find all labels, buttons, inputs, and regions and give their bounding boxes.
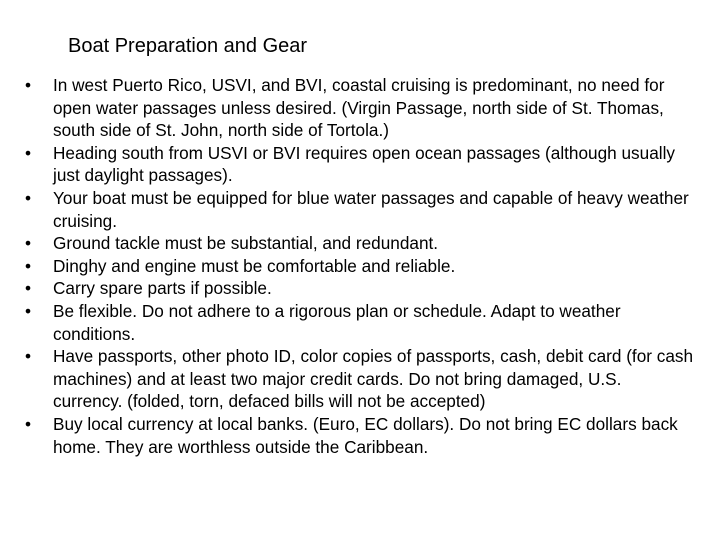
bullet-dot: • — [25, 142, 32, 163]
bullet-list — [25, 74, 695, 458]
bullet-dot: • — [25, 278, 32, 299]
bullet-dot: • — [25, 300, 32, 321]
bullet-text: Ground tackle must be substantial, and redundant. — [53, 233, 439, 254]
bullet-dot: • — [25, 233, 32, 254]
bullet-dot: • — [25, 75, 32, 95]
bullet-item — [25, 345, 695, 413]
bullet-text: Have passports, other photo ID, color copies of passports, cash, debit card (for cash machines) and at least two major credit cards. Do not bring damaged, U.S. currency. (folded, torn, defaced bills will not be accepted) — [53, 346, 694, 412]
bullet-item — [25, 232, 695, 255]
bullet-item — [25, 255, 695, 278]
slide-title: Boat Preparation and Gear — [68, 35, 308, 57]
bullet-text: Your boat must be equipped for blue water passages and capable of heavy weather cruising. — [53, 187, 689, 231]
bullet-text: Carry spare parts if possible. — [53, 278, 272, 299]
bullet-dot: • — [25, 413, 32, 434]
bullet-text: Dinghy and engine must be comfortable and reliable. — [53, 255, 456, 276]
bullet-item — [25, 300, 695, 345]
bullet-item — [25, 413, 695, 458]
bullet-text: In west Puerto Rico, USVI, and BVI, coastal cruising is predominant, no need for open water passages unless desired. (Virgin Passage, north side of St. Thomas, south side of St. John, north side of Tortola.) — [53, 75, 665, 141]
bullet-text: Heading south from USVI or BVI requires open ocean passages (although usually just daylight passages). — [53, 142, 675, 186]
bullet-text: Be flexible. Do not adhere to a rigorous plan or schedule. Adapt to weather conditions. — [53, 300, 621, 344]
bullet-dot: • — [25, 187, 32, 208]
bullet-item — [25, 142, 695, 187]
bullet-item — [25, 187, 695, 232]
bullet-item — [25, 74, 695, 142]
bullet-text: Buy local currency at local banks. (Euro, EC dollars). Do not bring EC dollars back home. They are worthless outside the Caribbean. — [53, 413, 678, 457]
bullet-dot: • — [25, 346, 32, 367]
bullet-item — [25, 277, 695, 300]
bullet-dot: • — [25, 255, 32, 276]
